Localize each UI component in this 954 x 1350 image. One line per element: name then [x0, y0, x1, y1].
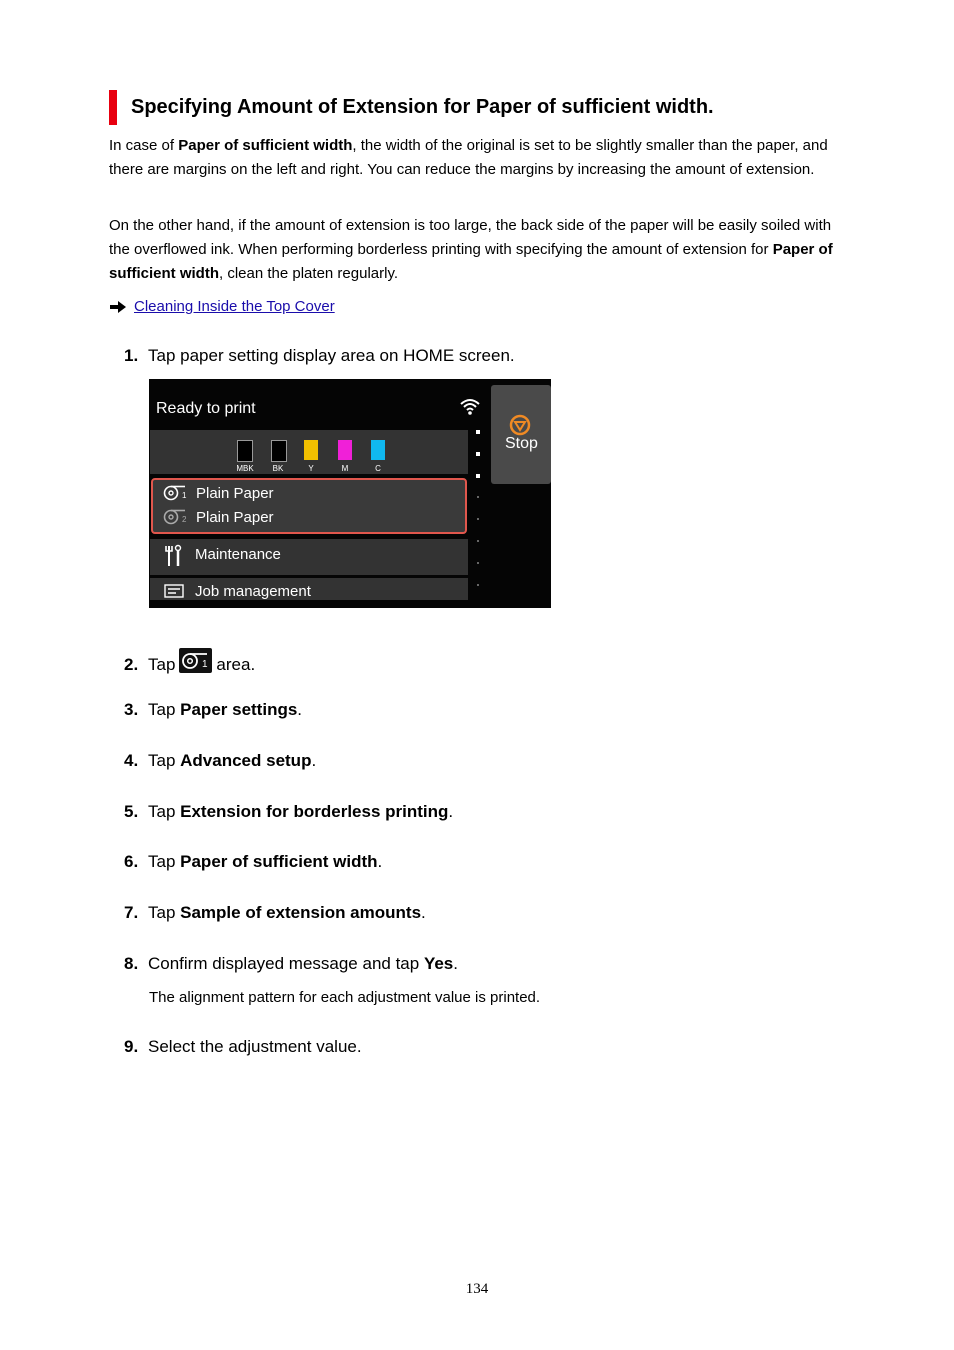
job-management-label: Job management [195, 583, 311, 600]
step-number: 3. [124, 700, 139, 719]
caution-paragraph [109, 214, 854, 286]
step-bold: Paper of sufficient width [180, 852, 378, 871]
ink-mbk [237, 440, 253, 462]
para2-text-end: , clean the platen regularly. [219, 265, 398, 282]
step-bold: Extension for borderless printing [180, 802, 449, 821]
step-number: 1. [124, 346, 139, 365]
step-2 [124, 648, 255, 677]
step-text: Tap paper setting display area on HOME screen. [148, 346, 515, 365]
panel-status-text: Ready to print [156, 400, 256, 417]
step-text: Tap [148, 655, 176, 674]
svg-text:1: 1 [202, 659, 208, 670]
paper-setting-area[interactable] [151, 478, 467, 534]
svg-text:1: 1 [182, 491, 187, 500]
roll-1-icon [179, 648, 212, 673]
step-text-end: . [421, 903, 426, 922]
ink-m [338, 440, 352, 460]
step-bold: Paper settings [180, 700, 298, 719]
related-link[interactable] [110, 296, 335, 320]
step-bold: Yes [423, 954, 454, 973]
step-number: 5. [124, 802, 139, 821]
stop-label: Stop [505, 435, 538, 452]
ink-label: M [341, 464, 349, 473]
step-1 [124, 344, 515, 368]
para1-text-end: , the width of the original is set to be slightly smaller than the paper, and there are margins on the left and right. You can reduce the margins by increasing the amount of extension. [109, 137, 828, 178]
ink-c [371, 440, 385, 460]
step-text-end: area. [216, 655, 256, 674]
ink-y [304, 440, 318, 460]
page-dot [477, 584, 479, 586]
step-number: 6. [124, 852, 139, 871]
wifi-icon [459, 397, 481, 422]
step-4 [124, 749, 316, 773]
roll-1-icon [163, 485, 189, 501]
job-management-menu-item[interactable] [150, 578, 468, 600]
step-text-end: . [448, 802, 454, 821]
printer-home-screen [149, 379, 551, 608]
page-dot [476, 474, 480, 478]
step-5 [124, 800, 453, 824]
step-number: 7. [124, 903, 139, 922]
step-bold: Sample of extension amounts [180, 903, 422, 922]
heading-accent-bar [109, 90, 117, 125]
ink-label: BK [272, 464, 284, 473]
job-list-icon [164, 584, 184, 598]
roll-2-paper: Plain Paper [196, 509, 274, 526]
step-text-end: . [453, 954, 458, 973]
step-6 [124, 850, 382, 874]
para1-text: In case of [109, 137, 179, 154]
page-dot [477, 540, 479, 542]
page-dot [476, 430, 480, 434]
step-3 [124, 698, 302, 722]
tools-icon [164, 544, 184, 568]
ink-bk [271, 440, 287, 462]
step-text-end: . [297, 700, 303, 719]
page-dot [477, 496, 479, 498]
step-9 [124, 1035, 362, 1059]
step-text: Confirm displayed message and tap [148, 954, 424, 973]
maintenance-label: Maintenance [195, 546, 281, 563]
cleaning-top-cover-link[interactable]: Cleaning Inside the Top Cover [134, 298, 335, 315]
maintenance-menu-item[interactable] [150, 539, 468, 575]
para2-bold: Paper of sufficient width [109, 241, 833, 282]
roll-1-paper: Plain Paper [196, 485, 274, 502]
step-number: 8. [124, 954, 139, 973]
page-number: 134 [465, 1281, 489, 1297]
para2-text: On the other hand, if the amount of extension is too large, the back side of the paper will be easily soiled with the overflowed ink. When performing borderless printing with specifying the amount of extension for [109, 217, 832, 258]
step-text: Tap [148, 751, 181, 770]
ink-label: MBK [236, 464, 254, 473]
roll-2-icon [163, 509, 189, 525]
step-7 [124, 901, 426, 925]
step-number: 9. [124, 1037, 139, 1056]
heading-title: Specifying Amount of Extension for Paper of sufficient width. [131, 96, 714, 118]
step-text-end: . [311, 751, 317, 770]
section-heading [109, 90, 869, 126]
arrow-right-icon [110, 298, 128, 320]
step-8-note: The alignment pattern for each adjustment value is printed. [149, 989, 541, 1006]
para1-bold: Paper of sufficient width [178, 137, 353, 154]
step-text-end: . [377, 852, 383, 871]
page-dot [477, 518, 479, 520]
step-number: 4. [124, 751, 139, 770]
stop-icon [509, 414, 531, 436]
step-number: 2. [124, 655, 139, 674]
step-text: Tap [148, 802, 181, 821]
step-text: Select the adjustment value. [148, 1037, 362, 1056]
step-text: Tap [148, 903, 181, 922]
page-dot [476, 452, 480, 456]
intro-paragraph [109, 134, 854, 182]
step-text: Tap [148, 700, 181, 719]
ink-label: C [375, 464, 381, 473]
step-8 [124, 952, 458, 976]
step-text: Tap [148, 852, 181, 871]
ink-levels[interactable] [150, 430, 468, 474]
svg-text:2: 2 [182, 515, 187, 524]
step-bold: Advanced setup [180, 751, 312, 770]
ink-label: Y [308, 464, 314, 473]
page-dot [477, 562, 479, 564]
